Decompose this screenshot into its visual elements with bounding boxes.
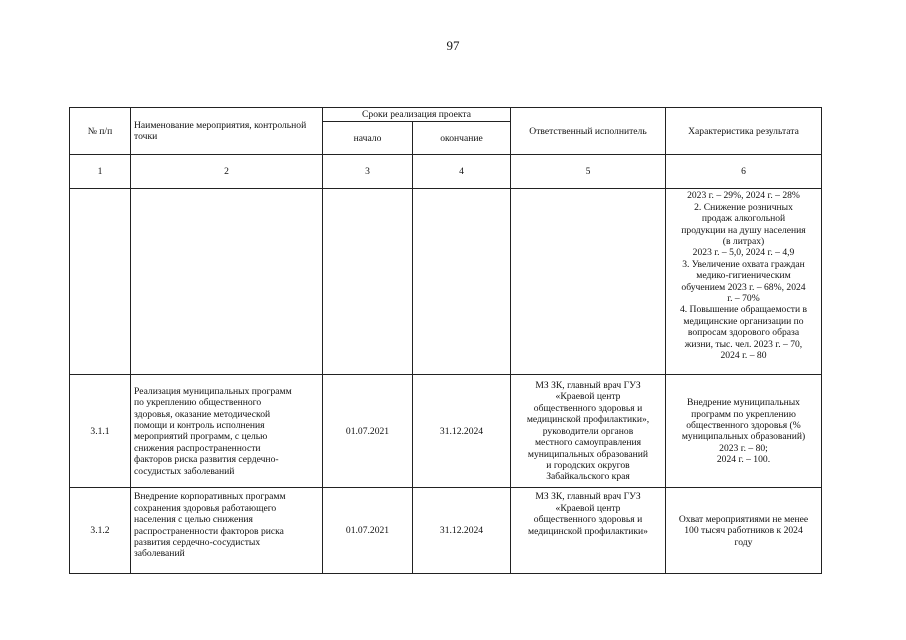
result-line: жизни, тыс. чел. 2023 г. – 70,	[684, 338, 803, 350]
event-name-line: распространенности факторов риска	[134, 525, 284, 537]
result-line: 2023 г. – 29%, 2024 г. – 28%	[687, 190, 800, 202]
responsible-cell	[511, 488, 666, 574]
result-line: общественного здоровья (%	[686, 420, 801, 431]
header-end: окончание	[413, 122, 511, 155]
header-number: № п/п	[70, 108, 131, 155]
result-line: продукции на душу населения	[681, 224, 806, 236]
responsible-line: «Краевой центр	[555, 502, 621, 514]
header-event-name: Наименование мероприятия, контрольной точки	[131, 108, 323, 155]
event-name-line: Внедрение корпоративных программ	[134, 491, 286, 503]
result-line: 2024 г. – 80	[720, 350, 767, 362]
responsible-line: медицинской профилактики»	[528, 525, 648, 537]
end-date-cell: 31.12.2024	[413, 488, 511, 574]
responsible-line: Забайкальского края	[546, 471, 630, 483]
responsible-line: общественного здоровья и	[533, 514, 643, 526]
responsible-line: медицинской профилактики»,	[526, 414, 650, 426]
event-name-line: заболеваний	[134, 548, 185, 560]
result-cell	[666, 375, 822, 488]
event-name-line: факторов риска развития сердечно-	[134, 454, 279, 466]
result-line: 4. Повышение обращаемости в	[679, 304, 808, 316]
responsible-line: МЗ ЗК, главный врач ГУЗ	[535, 380, 641, 392]
result-line: (в литрах)	[722, 236, 765, 248]
responsible-line: и городских округов	[546, 459, 630, 471]
event-name-line: помощи и контроль исполнения	[134, 420, 265, 431]
row-number-cell	[70, 189, 131, 375]
column-number: 2	[131, 155, 323, 189]
responsible-cell	[511, 375, 666, 488]
event-name-line: Реализация муниципальных программ	[134, 385, 292, 397]
responsible-cell	[511, 189, 666, 375]
end-date-cell: 31.12.2024	[413, 375, 511, 488]
event-name-line: сохранения здоровья работающего	[134, 502, 277, 514]
result-line: 2023 г. – 80;	[719, 442, 768, 454]
event-name-line: развития сердечно-сосудистых	[134, 537, 261, 549]
result-line: 100 тысяч работников к 2024	[684, 525, 803, 537]
responsible-line: общественного здоровья и	[533, 402, 643, 414]
column-number: 1	[70, 155, 131, 189]
column-number: 5	[511, 155, 666, 189]
event-name-line: по укреплению общественного	[134, 397, 262, 409]
event-name-line: мероприятий программ, с целью	[134, 431, 268, 443]
row-number-cell: 3.1.1	[70, 375, 131, 488]
result-line: 2024 г. – 100.	[716, 454, 771, 466]
header-responsible: Ответственный исполнитель	[511, 108, 666, 155]
result-line: программ по укреплению	[691, 408, 796, 420]
start-date-cell: 01.07.2021	[323, 375, 413, 488]
result-line: г. – 70%	[727, 293, 760, 305]
header-row-1	[70, 108, 822, 122]
event-name-line: сосудистых заболеваний	[134, 465, 235, 477]
responsible-line: местного самоуправления	[534, 437, 642, 449]
column-number: 6	[666, 155, 822, 189]
header-start: начало	[323, 122, 413, 155]
result-line: медико-гигиеническим	[696, 270, 791, 282]
result-line: обучением 2023 г. – 68%, 2024	[681, 281, 806, 293]
column-numbers-row	[70, 155, 822, 189]
result-line: продаж алкогольной	[701, 213, 786, 225]
result-line: Внедрение муниципальных	[687, 397, 800, 409]
column-number: 4	[413, 155, 511, 189]
result-line: году	[734, 536, 753, 548]
event-name-cell	[131, 488, 323, 574]
column-number: 3	[323, 155, 413, 189]
result-line: 2. Снижение розничных	[694, 201, 793, 213]
start-date-cell: 01.07.2021	[323, 488, 413, 574]
event-name-cell	[131, 189, 323, 375]
result-line: Охват мероприятиями не менее	[678, 513, 809, 525]
responsible-line: муниципальных образований	[527, 448, 649, 460]
start-date-cell	[323, 189, 413, 375]
row-number-cell: 3.1.2	[70, 488, 131, 574]
result-line: 3. Увеличение охвата граждан	[682, 258, 805, 270]
responsible-line: руководители органов	[542, 425, 634, 437]
event-name-line: здоровья, оказание методической	[134, 408, 271, 420]
result-line: 2023 г. – 5,0, 2024 г. – 4,9	[692, 247, 795, 259]
responsible-line: «Краевой центр	[555, 391, 621, 403]
table-row-continuation	[70, 189, 822, 375]
events-table	[69, 107, 822, 574]
result-cell	[666, 189, 822, 375]
page-number: 97	[446, 38, 460, 53]
event-name-line: населения с целью снижения	[134, 514, 253, 526]
header-project-terms: Сроки реализация проекта	[323, 108, 511, 122]
result-line: муниципальных образований)	[681, 431, 806, 443]
event-name-line: снижения распространенности	[134, 442, 261, 454]
event-name-cell	[131, 375, 323, 488]
result-line: медицинские организации по	[683, 315, 804, 327]
table-row-3-1-1	[70, 375, 822, 488]
table-row-3-1-2	[70, 488, 822, 574]
result-line: вопросам здорового образа	[687, 327, 800, 339]
result-cell	[666, 488, 822, 574]
end-date-cell	[413, 189, 511, 375]
responsible-line: МЗ ЗК, главный врач ГУЗ	[535, 491, 641, 503]
header-result: Характеристика результата	[666, 108, 822, 155]
